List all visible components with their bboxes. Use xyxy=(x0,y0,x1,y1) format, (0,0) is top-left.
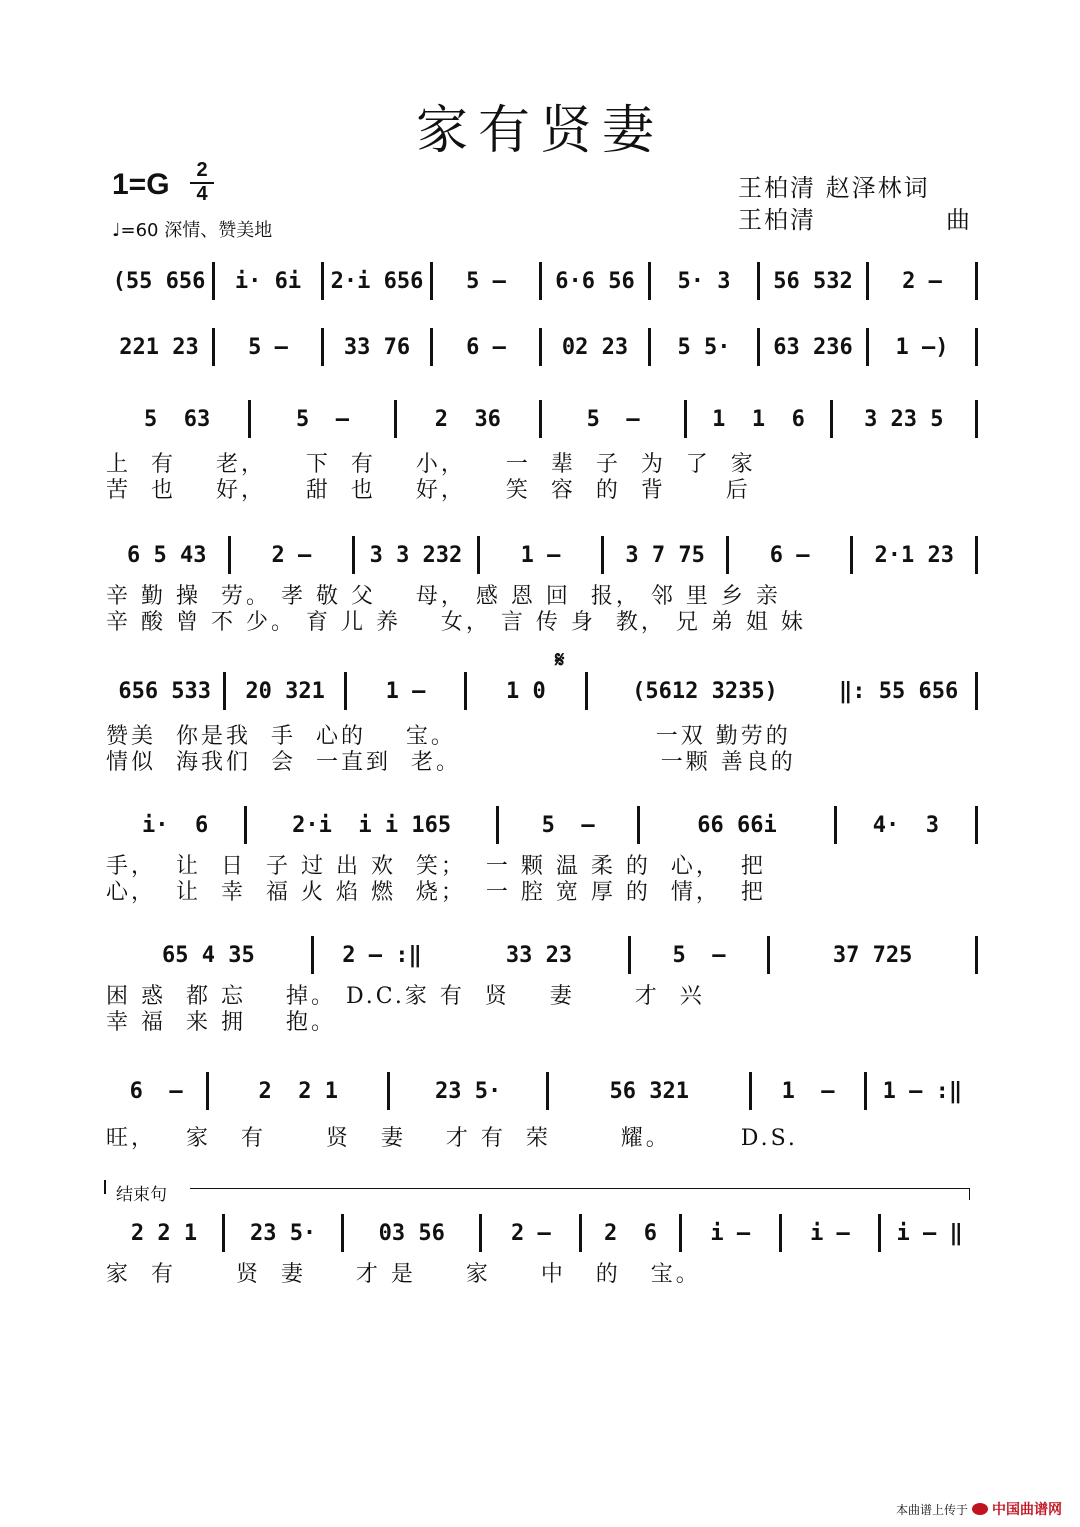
measure: i· 6i xyxy=(234,268,302,294)
notation-system-1 xyxy=(106,262,978,300)
measure: 5 – xyxy=(466,268,506,294)
lyric-line: 旺， 家 有 贤 妻 才 有 荣 耀。 D.S. xyxy=(106,1126,798,1151)
notation-system-2 xyxy=(106,328,978,366)
composer-line xyxy=(738,204,972,236)
measure: 2 6 xyxy=(604,1220,658,1246)
measure: 5 5· xyxy=(677,334,731,360)
lyric-line: 困 惑 都 忘 掉。 D.C.家 有 贤 妻 才 兴 xyxy=(106,984,705,1009)
measure: 1 – xyxy=(520,542,561,568)
footer-watermark xyxy=(896,1499,1062,1519)
key-signature: 1=G xyxy=(112,168,170,201)
measure: 02 23 xyxy=(561,334,629,360)
coda-line xyxy=(190,1188,970,1189)
measure: 1 0 xyxy=(505,678,546,704)
measure: 23 5· xyxy=(435,1078,502,1104)
measure: 221 23 xyxy=(119,334,199,360)
measure: 2·i i i 165 xyxy=(292,812,452,838)
lyric-line: 心， 让 幸 福 火 焰 燃 烧； 一 腔 宽 厚 的 情， 把 xyxy=(106,880,766,905)
notation-system-8 xyxy=(106,1072,978,1110)
measure: 2 – xyxy=(510,1220,551,1246)
measure: 2 2 1 xyxy=(130,1220,198,1246)
lyric-line: 辛 酸 曾 不 少。 育 儿 养 女， 言 传 身 教， 兄 弟 姐 妹 xyxy=(106,610,806,635)
measure: 5 63 xyxy=(144,406,211,432)
measure: 3 7 75 xyxy=(625,542,705,568)
measure: 33 23 xyxy=(505,942,573,968)
measure: 1 –) xyxy=(895,334,949,360)
site-logo-icon xyxy=(972,1503,988,1515)
lyric-line: 赞美 你是我 手 心的 宝。 一双 勤劳的 xyxy=(106,724,791,749)
measure: 2·1 23 xyxy=(874,542,954,568)
measure: 1 – xyxy=(385,678,426,704)
measure: 6 – xyxy=(466,334,506,360)
notation-system-6 xyxy=(106,806,978,844)
credits xyxy=(738,172,972,236)
measure: 3 23 5 xyxy=(864,406,944,432)
measure: 23 5· xyxy=(249,1220,317,1246)
lyric-line: 手， 让 日 子 过 出 欢 笑； 一 颗 温 柔 的 心， 把 xyxy=(106,854,766,879)
measure: i – xyxy=(810,1220,850,1246)
coda-label: 结束句 xyxy=(116,1185,167,1205)
measure: 65 4 35 xyxy=(162,942,255,968)
composer-name: 王柏清 xyxy=(738,206,816,234)
measure: 5 – xyxy=(248,334,288,360)
measure: 5 – xyxy=(541,812,595,838)
measure: (5612 3235) xyxy=(632,678,778,704)
composer-suffix: 曲 xyxy=(946,206,972,234)
measure: (55 656 xyxy=(112,268,206,294)
notation-system-5 xyxy=(106,672,978,710)
coda-bracket xyxy=(104,1180,106,1194)
lyric-line: 上 有 老， 下 有 小， 一 辈 子 为 了 家 xyxy=(106,452,756,477)
measure: 6·6 56 xyxy=(555,268,635,294)
measure: 37 725 xyxy=(832,942,913,968)
measure: 656 533 xyxy=(118,678,212,704)
measure: 1 – xyxy=(781,1078,835,1104)
measure: 2 2 1 xyxy=(258,1078,338,1104)
measure: 2 36 xyxy=(434,406,501,432)
tempo-marking: ♩=60 深情、赞美地 xyxy=(112,220,273,241)
measure: 5 – xyxy=(296,406,349,432)
time-signature xyxy=(190,160,214,204)
measure: 20 321 xyxy=(245,678,325,704)
measure: 2·i 656 xyxy=(330,268,424,294)
lyricists: 王柏清 赵泽林词 xyxy=(738,174,930,202)
footer-uploaded-text: 本曲谱上传于 xyxy=(895,1502,968,1517)
measure: i – xyxy=(710,1220,751,1246)
measure: 6 – xyxy=(769,542,810,568)
measure: 33 76 xyxy=(343,334,411,360)
measure: 1 – :‖ xyxy=(882,1078,963,1104)
measure: 56 532 xyxy=(773,268,853,294)
measure: 66 66i xyxy=(697,812,777,838)
measure: 5· 3 xyxy=(677,268,731,294)
lyric-line: 苦 也 好， 甜 也 好， 笑 容 的 背 后 xyxy=(106,478,751,503)
measure: i· 6 xyxy=(141,812,209,838)
measure: 5 – xyxy=(586,406,640,432)
measure: 03 56 xyxy=(378,1220,445,1246)
measure: 63 236 xyxy=(773,334,853,360)
time-signature-top: 2 xyxy=(190,160,214,184)
notation-system-7 xyxy=(106,936,978,974)
measure: 5 – xyxy=(672,942,726,968)
measure: i – ‖ xyxy=(896,1220,963,1246)
segno-sign: 𝄋 xyxy=(555,648,565,673)
measure: 1 1 6 xyxy=(712,406,805,432)
notation-system-4 xyxy=(106,536,978,574)
lyric-line: 幸 福 来 拥 抱。 xyxy=(106,1010,336,1035)
song-title: 家有贤妻 xyxy=(415,101,664,161)
notation-system-3 xyxy=(106,400,978,438)
lyric-line: 家 有 贤 妻 才 是 家 中 的 宝。 xyxy=(106,1262,701,1287)
footer-site-name: 中国曲谱网 xyxy=(992,1502,1062,1518)
measure: 6 – xyxy=(129,1078,183,1104)
measure: 6 5 43 xyxy=(127,542,207,568)
measure: ‖: 55 656 xyxy=(839,678,959,704)
lyric-line: 情似 海我们 会 一直到 老。 一颗 善良的 xyxy=(106,750,796,775)
measure: 2 – xyxy=(271,542,312,568)
time-signature-bottom: 4 xyxy=(196,183,208,205)
notation-system-9 xyxy=(106,1214,978,1252)
measure: 56 321 xyxy=(609,1078,689,1104)
measure: 2 – :‖ xyxy=(342,942,422,968)
lyric-line: 辛 勤 操 劳。 孝 敬 父 母， 感 恩 回 报， 邻 里 乡 亲 xyxy=(106,584,781,609)
measure: 4· 3 xyxy=(872,812,939,838)
measure: 3 3 232 xyxy=(369,542,463,568)
measure: 2 – xyxy=(902,268,942,294)
